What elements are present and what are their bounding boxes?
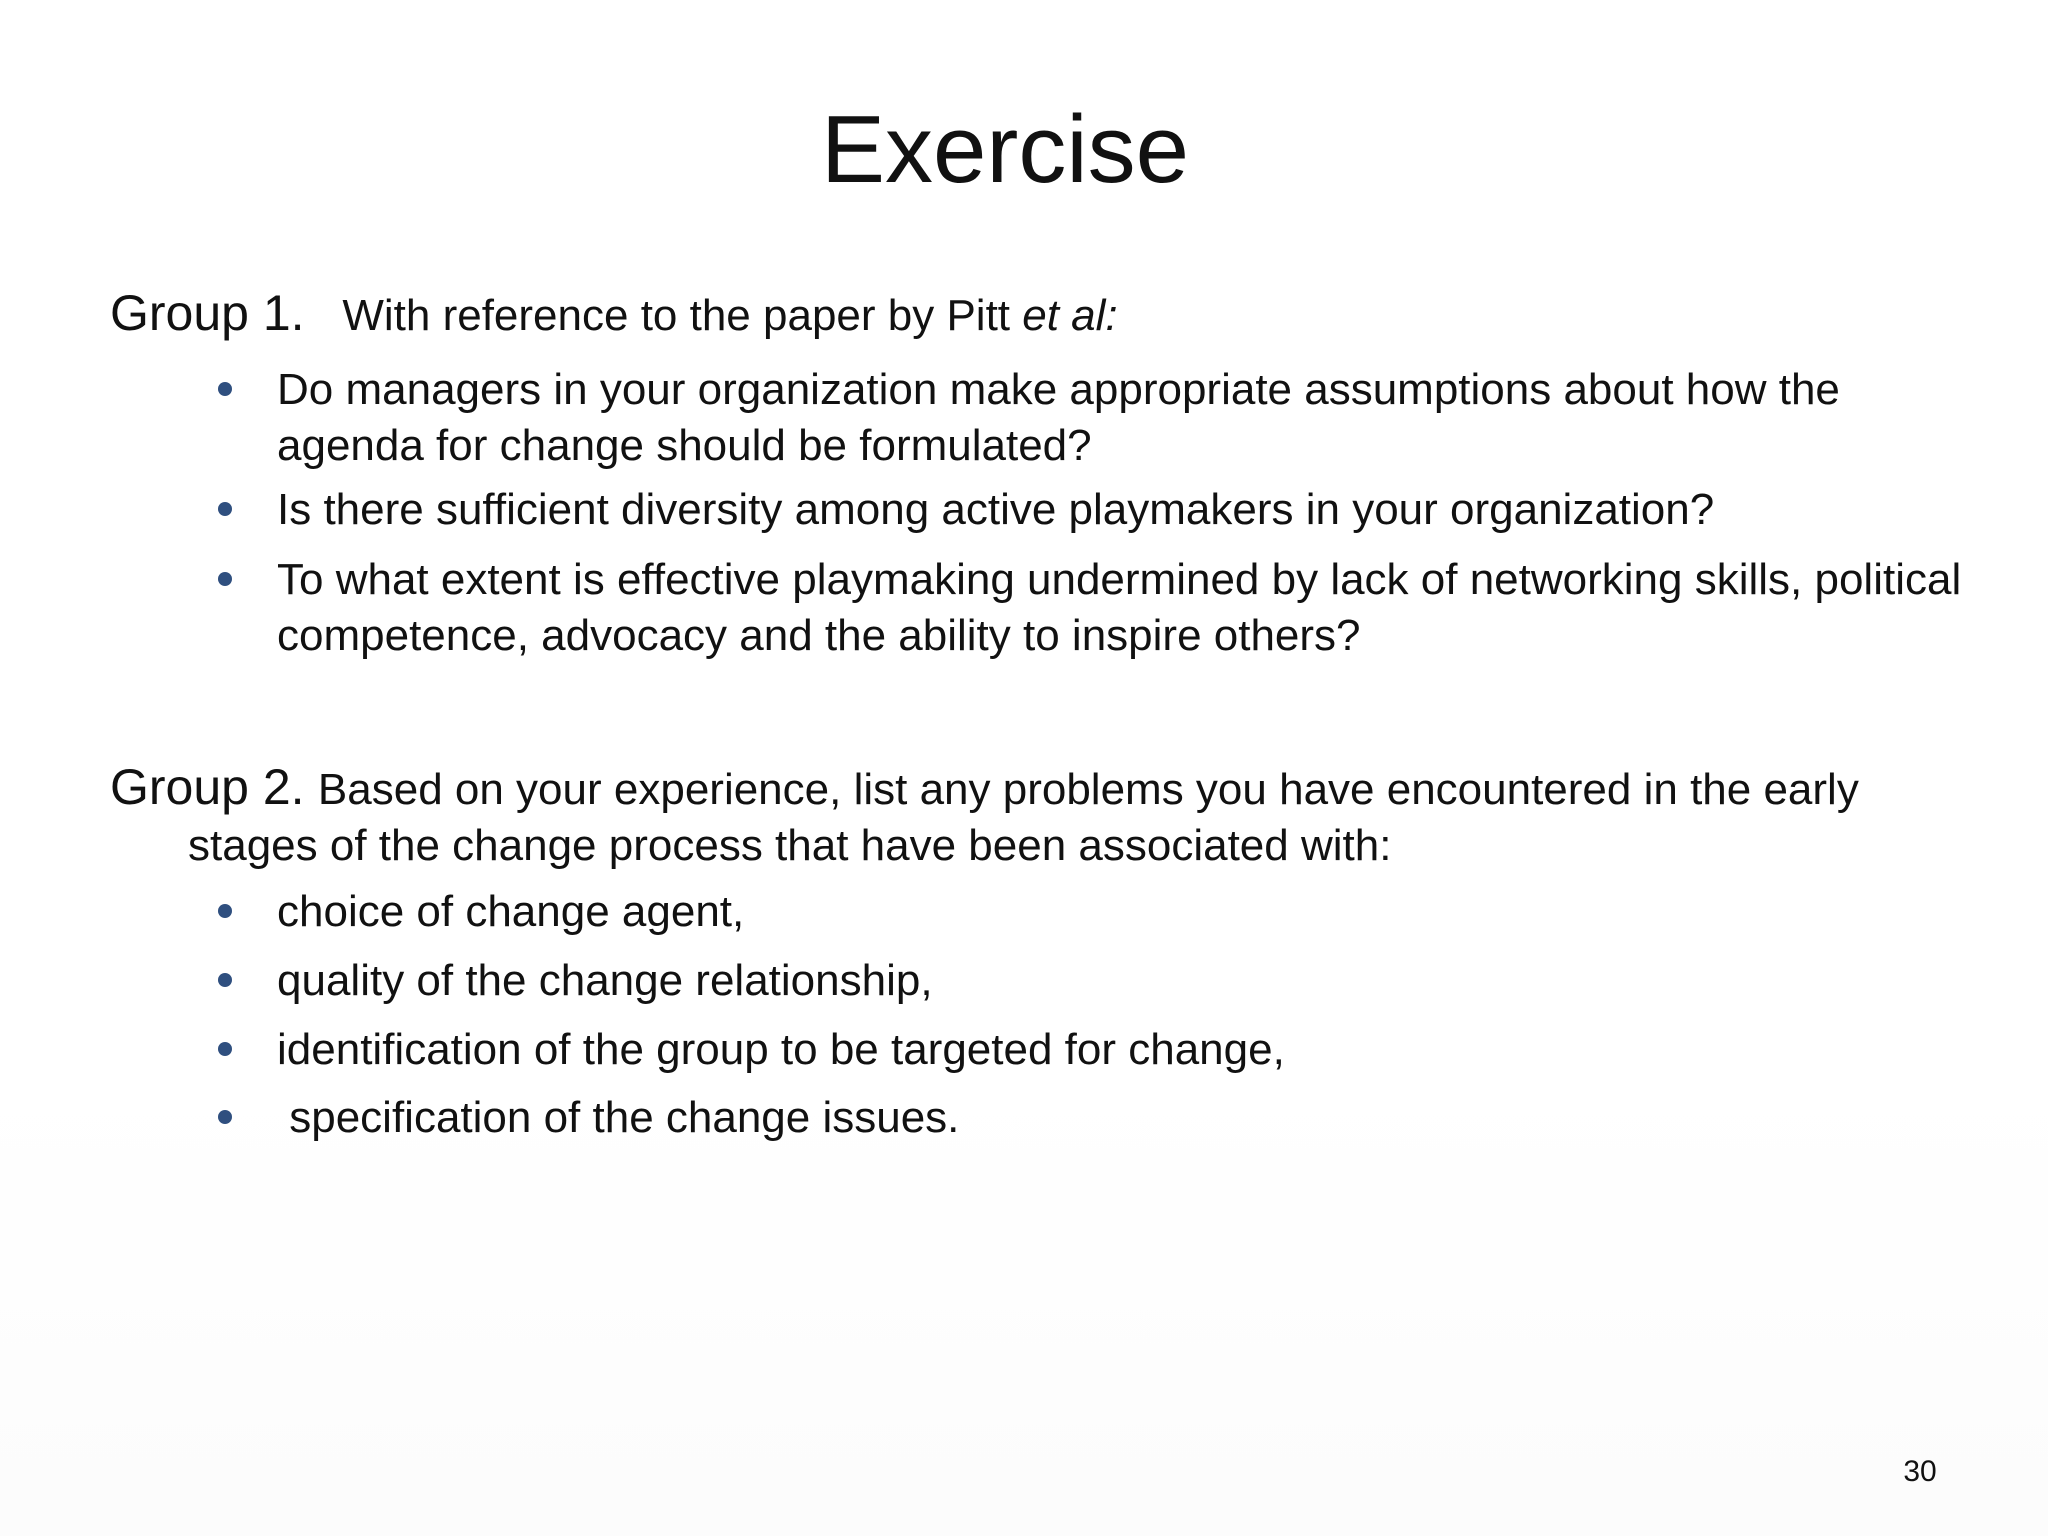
group1-intro	[318, 291, 1118, 340]
bullet-text: Do managers in your organization make appropriate assumptions about how the agenda for change should be formulated?	[277, 365, 1840, 470]
group2-label: Group 2.	[110, 759, 305, 815]
bullet-icon	[218, 502, 232, 516]
bullet-text: quality of the change relationship,	[277, 956, 933, 1005]
bullet-icon	[218, 1042, 232, 1056]
bullet-text: identification of the group to be targeted for change,	[277, 1025, 1285, 1074]
group1-intro-prefix: With reference to the paper by Pitt	[342, 291, 1023, 340]
bullet-icon	[218, 904, 232, 918]
page-number: 30	[1903, 1455, 1937, 1488]
slide-title: Exercise	[820, 96, 1190, 203]
bullet-text: Is there sufficient diversity among active playmakers in your organization?	[277, 485, 1715, 534]
bullet-icon	[218, 973, 232, 987]
group2-intro-line1: Based on your experience, list any problems you have encountered in the early	[317, 765, 1859, 814]
bullet-icon	[218, 1110, 232, 1124]
bullet-text: specification of the change issues.	[277, 1093, 960, 1142]
group1-intro-italic: et al:	[1022, 291, 1118, 340]
bullet-icon	[218, 382, 232, 396]
group2-heading	[110, 758, 1859, 819]
bullet-icon	[218, 572, 232, 586]
group2-intro-line2: stages of the change process that have been associated with:	[188, 821, 1392, 870]
group1-heading	[110, 284, 1118, 345]
group1-label: Group 1.	[110, 285, 305, 341]
bullet-text: To what extent is effective playmaking undermined by lack of networking skills, political competence, advocacy and the ability to inspire others?	[277, 555, 1962, 660]
bullet-text: choice of change agent,	[277, 887, 745, 936]
